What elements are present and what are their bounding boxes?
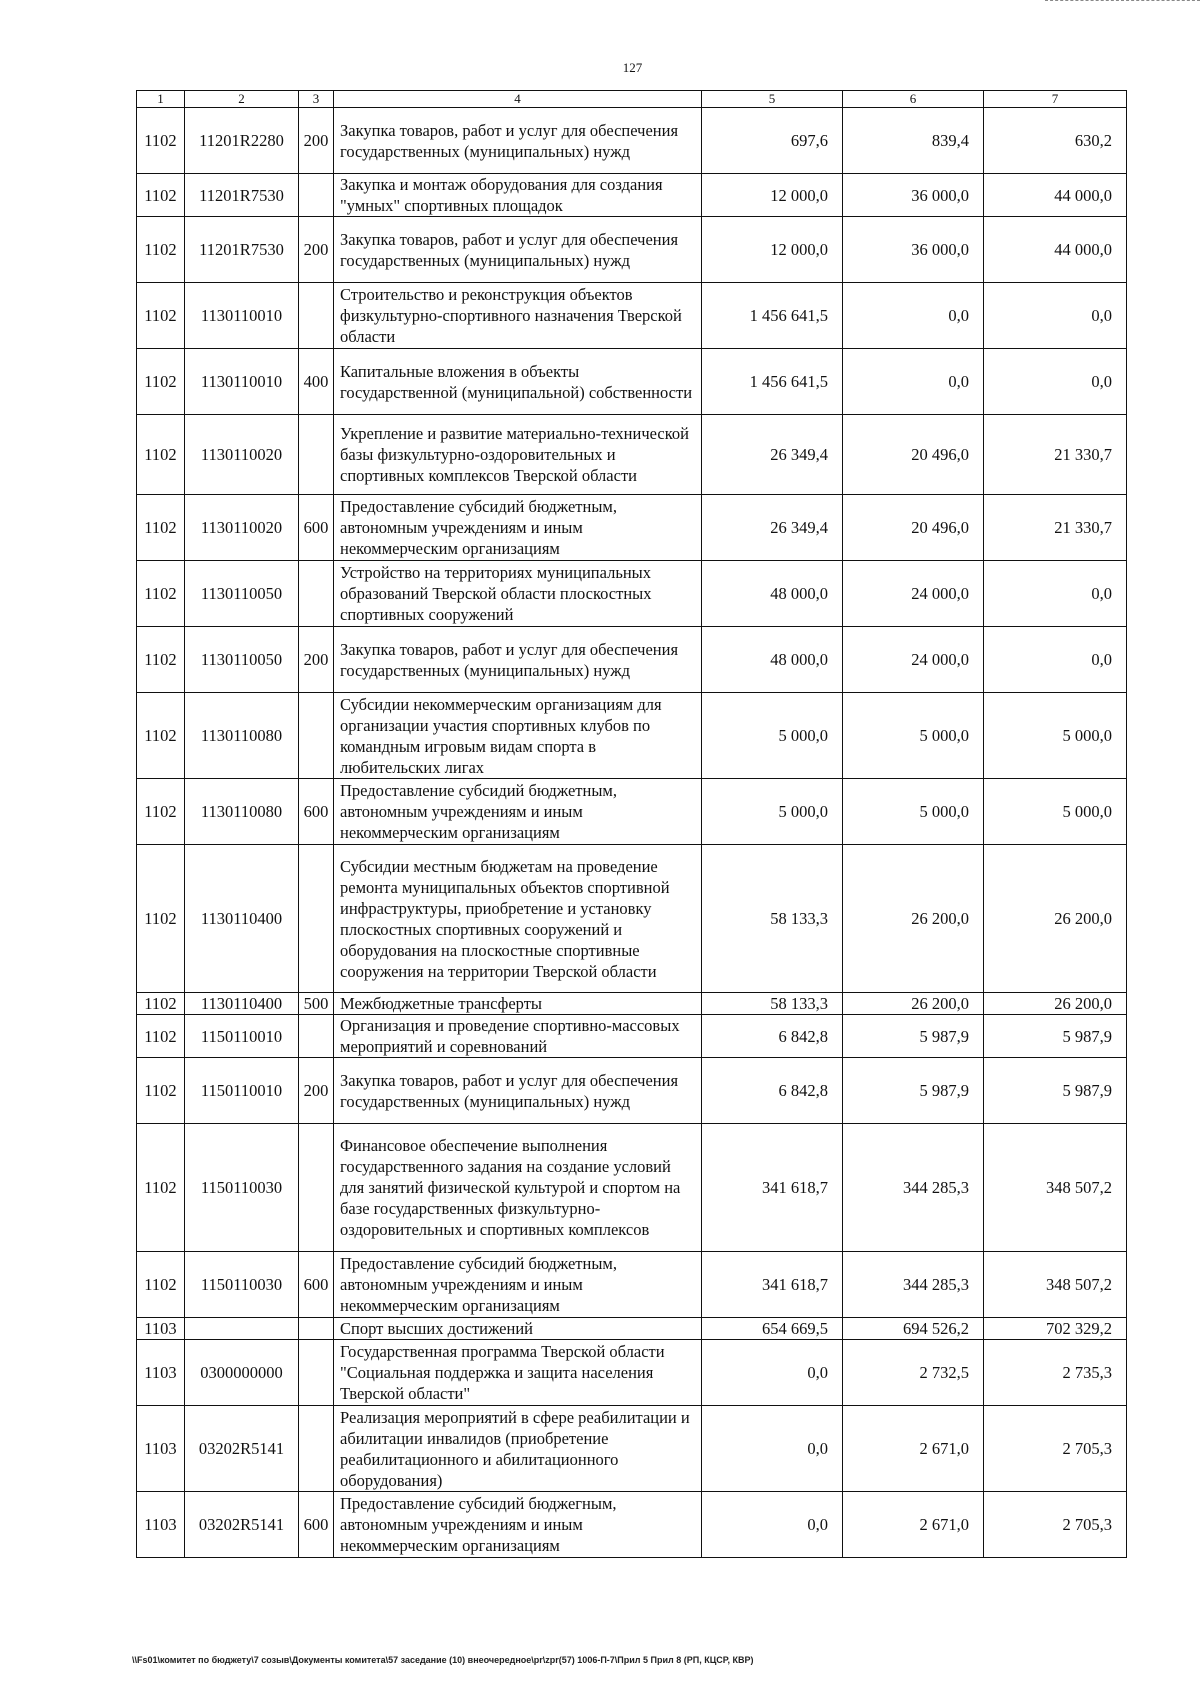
item-name-cell: Закупка и монтаж оборудования для создания "умных" спортивных площадок	[334, 174, 702, 217]
column-number: 3	[299, 91, 334, 108]
item-name-cell: Устройство на территориях муниципальных образований Тверской области плоскостных спортивных сооружений	[334, 561, 702, 627]
amount-col6-cell: 5 000,0	[843, 779, 984, 845]
amount-col5-cell: 26 349,4	[702, 415, 843, 495]
page-number: 127	[622, 60, 643, 75]
expense-type-cell	[299, 1406, 334, 1492]
table-row	[137, 349, 1127, 415]
target-article-cell: 1130110010	[185, 283, 299, 349]
table-row	[137, 283, 1127, 349]
table-row	[137, 1058, 1127, 1124]
amount-col7-cell: 26 200,0	[984, 845, 1127, 993]
target-article-cell: 11201R2280	[185, 108, 299, 174]
target-article-cell: 03202R5141	[185, 1492, 299, 1558]
item-name-cell: Капитальные вложения в объекты государственной (муниципальной) собственности	[334, 349, 702, 415]
item-name-cell: Субсидии некоммерческим организациям для организации участия спортивных клубов по командным игровым видам спорта в любительских лигах	[334, 693, 702, 779]
item-name-cell: Закупка товаров, работ и услуг для обеспечения государственных (муниципальных) нужд	[334, 1058, 702, 1124]
item-name-cell: Предоставление субсидий бюджегным, автономным учреждениям и иным некоммерческим организациям	[334, 1492, 702, 1558]
item-name-cell: Закупка товаров, работ и услуг для обеспечения государственных (муниципальных) нужд	[334, 627, 702, 693]
amount-col5-cell: 341 618,7	[702, 1252, 843, 1318]
expense-type-cell	[299, 1340, 334, 1406]
table-row	[137, 1492, 1127, 1558]
amount-col6-cell: 0,0	[843, 349, 984, 415]
target-article-cell	[185, 1318, 299, 1340]
target-article-cell: 03202R5141	[185, 1406, 299, 1492]
expense-type-cell: 600	[299, 1492, 334, 1558]
amount-col5-cell: 58 133,3	[702, 993, 843, 1015]
column-number: 4	[334, 91, 702, 108]
amount-col7-cell: 2 705,3	[984, 1406, 1127, 1492]
amount-col5-cell: 6 842,8	[702, 1015, 843, 1058]
amount-col5-cell: 5 000,0	[702, 779, 843, 845]
table-row	[137, 1340, 1127, 1406]
amount-col7-cell: 348 507,2	[984, 1124, 1127, 1252]
amount-col5-cell: 1 456 641,5	[702, 349, 843, 415]
section-code-cell: 1102	[137, 693, 185, 779]
amount-col6-cell: 5 987,9	[843, 1058, 984, 1124]
target-article-cell: 1150110010	[185, 1015, 299, 1058]
item-name-cell: Субсидии местным бюджетам на проведение ремонта муниципальных объектов спортивной инфраструктуры, приобретение и установку плоскостных спортивных сооружений и оборудования на плоскостные спортивные сооружения на территории Тверской области	[334, 845, 702, 993]
target-article-cell: 1130110010	[185, 349, 299, 415]
table-row	[137, 1318, 1127, 1340]
expense-type-cell: 600	[299, 1252, 334, 1318]
target-article-cell: 11201R7530	[185, 217, 299, 283]
section-code-cell: 1102	[137, 217, 185, 283]
expense-type-cell	[299, 283, 334, 349]
section-code-cell: 1102	[137, 1058, 185, 1124]
expense-type-cell	[299, 693, 334, 779]
item-name-cell: Предоставление субсидий бюджетным, автономным учреждениям и иным некоммерческим организациям	[334, 495, 702, 561]
target-article-cell: 1130110080	[185, 693, 299, 779]
item-name-cell: Организация и проведение спортивно-массовых мероприятий и соревнований	[334, 1015, 702, 1058]
item-name-cell: Финансовое обеспечение выполнения государственного задания на создание условий для занятий физической культурой и спортом на базе государственных физкультурно-оздоровительных и спортивных комплексов	[334, 1124, 702, 1252]
amount-col5-cell: 0,0	[702, 1406, 843, 1492]
table-row	[137, 845, 1127, 993]
item-name-cell: Реализация мероприятий в сфере реабилитации и абилитации инвалидов (приобретение реабилитационного и абилитационного оборудования)	[334, 1406, 702, 1492]
amount-col6-cell: 694 526,2	[843, 1318, 984, 1340]
amount-col6-cell: 344 285,3	[843, 1252, 984, 1318]
section-code-cell: 1103	[137, 1406, 185, 1492]
amount-col6-cell: 36 000,0	[843, 174, 984, 217]
amount-col5-cell: 0,0	[702, 1340, 843, 1406]
item-name-cell: Укрепление и развитие материально-технической базы физкультурно-оздоровительных и спортивных комплексов Тверской области	[334, 415, 702, 495]
expense-type-cell	[299, 174, 334, 217]
table-row	[137, 693, 1127, 779]
column-number: 7	[984, 91, 1127, 108]
expense-type-cell	[299, 1124, 334, 1252]
target-article-cell: 11201R7530	[185, 174, 299, 217]
item-name-cell: Строительство и реконструкция объектов физкультурно-спортивного назначения Тверской области	[334, 283, 702, 349]
amount-col5-cell: 654 669,5	[702, 1318, 843, 1340]
amount-col6-cell: 20 496,0	[843, 415, 984, 495]
amount-col6-cell: 2 671,0	[843, 1406, 984, 1492]
section-code-cell: 1103	[137, 1340, 185, 1406]
target-article-cell: 1130110020	[185, 415, 299, 495]
table-row	[137, 415, 1127, 495]
table-row	[137, 1406, 1127, 1492]
amount-col6-cell: 5 987,9	[843, 1015, 984, 1058]
amount-col7-cell: 5 987,9	[984, 1058, 1127, 1124]
amount-col6-cell: 839,4	[843, 108, 984, 174]
amount-col7-cell: 44 000,0	[984, 217, 1127, 283]
section-code-cell: 1102	[137, 349, 185, 415]
target-article-cell: 1130110400	[185, 993, 299, 1015]
amount-col6-cell: 2 671,0	[843, 1492, 984, 1558]
expense-type-cell: 600	[299, 495, 334, 561]
table-row	[137, 1124, 1127, 1252]
footer-file-path: \\Fs01\комитет по бюджету\7 созыв\Документы комитета\57 заседание (10) внеочередное\pr\zpr(57) 1006-П-7\Прил 5 Прил 8 (РП, КЦСР, КВР)	[132, 1655, 754, 1665]
target-article-cell: 1130110080	[185, 779, 299, 845]
target-article-cell: 0300000000	[185, 1340, 299, 1406]
target-article-cell: 1130110020	[185, 495, 299, 561]
amount-col6-cell: 5 000,0	[843, 693, 984, 779]
expense-type-cell: 200	[299, 217, 334, 283]
section-code-cell: 1102	[137, 283, 185, 349]
amount-col5-cell: 0,0	[702, 1492, 843, 1558]
amount-col6-cell: 26 200,0	[843, 845, 984, 993]
amount-col7-cell: 2 705,3	[984, 1492, 1127, 1558]
table-row	[137, 561, 1127, 627]
expense-type-cell: 200	[299, 108, 334, 174]
amount-col7-cell: 5 987,9	[984, 1015, 1127, 1058]
amount-col5-cell: 341 618,7	[702, 1124, 843, 1252]
section-code-cell: 1102	[137, 561, 185, 627]
amount-col7-cell: 630,2	[984, 108, 1127, 174]
expense-type-cell	[299, 415, 334, 495]
section-code-cell: 1102	[137, 415, 185, 495]
amount-col7-cell: 44 000,0	[984, 174, 1127, 217]
column-number: 2	[185, 91, 299, 108]
amount-col6-cell: 2 732,5	[843, 1340, 984, 1406]
expense-type-cell: 600	[299, 779, 334, 845]
amount-col6-cell: 20 496,0	[843, 495, 984, 561]
section-code-cell: 1102	[137, 174, 185, 217]
table-row	[137, 174, 1127, 217]
amount-col6-cell: 24 000,0	[843, 561, 984, 627]
amount-col7-cell: 21 330,7	[984, 495, 1127, 561]
section-code-cell: 1102	[137, 845, 185, 993]
amount-col5-cell: 12 000,0	[702, 174, 843, 217]
amount-col7-cell: 0,0	[984, 349, 1127, 415]
section-code-cell: 1102	[137, 1015, 185, 1058]
target-article-cell: 1130110050	[185, 561, 299, 627]
item-name-cell: Государственная программа Тверской области "Социальная поддержка и защита населения Тверской области"	[334, 1340, 702, 1406]
budget-table	[136, 90, 1127, 1558]
table-row	[137, 108, 1127, 174]
column-number-header	[137, 91, 1127, 108]
expense-type-cell	[299, 1318, 334, 1340]
section-code-cell: 1102	[137, 1252, 185, 1318]
amount-col7-cell: 702 329,2	[984, 1318, 1127, 1340]
section-code-cell: 1103	[137, 1492, 185, 1558]
item-name-cell: Предоставление субсидий бюджетным, автономным учреждениям и иным некоммерческим организациям	[334, 1252, 702, 1318]
section-code-cell: 1103	[137, 1318, 185, 1340]
section-code-cell: 1102	[137, 108, 185, 174]
amount-col5-cell: 6 842,8	[702, 1058, 843, 1124]
table-row	[137, 779, 1127, 845]
amount-col6-cell: 26 200,0	[843, 993, 984, 1015]
amount-col7-cell: 21 330,7	[984, 415, 1127, 495]
item-name-cell: Закупка товаров, работ и услуг для обеспечения государственных (муниципальных) нужд	[334, 108, 702, 174]
amount-col7-cell: 26 200,0	[984, 993, 1127, 1015]
amount-col7-cell: 348 507,2	[984, 1252, 1127, 1318]
amount-col6-cell: 24 000,0	[843, 627, 984, 693]
table-row	[137, 217, 1127, 283]
table-row	[137, 627, 1127, 693]
item-name-cell: Закупка товаров, работ и услуг для обеспечения государственных (муниципальных) нужд	[334, 217, 702, 283]
amount-col5-cell: 48 000,0	[702, 627, 843, 693]
amount-col7-cell: 0,0	[984, 561, 1127, 627]
amount-col5-cell: 58 133,3	[702, 845, 843, 993]
amount-col5-cell: 1 456 641,5	[702, 283, 843, 349]
amount-col6-cell: 36 000,0	[843, 217, 984, 283]
target-article-cell: 1130110400	[185, 845, 299, 993]
expense-type-cell	[299, 561, 334, 627]
expense-type-cell: 200	[299, 627, 334, 693]
expense-type-cell	[299, 845, 334, 993]
amount-col5-cell: 48 000,0	[702, 561, 843, 627]
expense-type-cell: 500	[299, 993, 334, 1015]
item-name-cell: Спорт высших достижений	[334, 1318, 702, 1340]
target-article-cell: 1150110010	[185, 1058, 299, 1124]
amount-col7-cell: 2 735,3	[984, 1340, 1127, 1406]
section-code-cell: 1102	[137, 495, 185, 561]
column-number: 5	[702, 91, 843, 108]
amount-col7-cell: 0,0	[984, 283, 1127, 349]
table-row	[137, 1015, 1127, 1058]
amount-col5-cell: 697,6	[702, 108, 843, 174]
amount-col6-cell: 0,0	[843, 283, 984, 349]
amount-col5-cell: 12 000,0	[702, 217, 843, 283]
section-code-cell: 1102	[137, 1124, 185, 1252]
scan-edge-mark	[1045, 0, 1200, 3]
target-article-cell: 1130110050	[185, 627, 299, 693]
table-row	[137, 495, 1127, 561]
expense-type-cell: 200	[299, 1058, 334, 1124]
item-name-cell: Межбюджетные трансферты	[334, 993, 702, 1015]
section-code-cell: 1102	[137, 627, 185, 693]
amount-col5-cell: 5 000,0	[702, 693, 843, 779]
column-number: 1	[137, 91, 185, 108]
amount-col7-cell: 5 000,0	[984, 693, 1127, 779]
item-name-cell: Предоставление субсидий бюджетным, автономным учреждениям и иным некоммерческим организациям	[334, 779, 702, 845]
amount-col7-cell: 0,0	[984, 627, 1127, 693]
section-code-cell: 1102	[137, 779, 185, 845]
section-code-cell: 1102	[137, 993, 185, 1015]
column-number: 6	[843, 91, 984, 108]
table-row	[137, 993, 1127, 1015]
target-article-cell: 1150110030	[185, 1124, 299, 1252]
expense-type-cell: 400	[299, 349, 334, 415]
target-article-cell: 1150110030	[185, 1252, 299, 1318]
amount-col5-cell: 26 349,4	[702, 495, 843, 561]
amount-col6-cell: 344 285,3	[843, 1124, 984, 1252]
amount-col7-cell: 5 000,0	[984, 779, 1127, 845]
table-row	[137, 1252, 1127, 1318]
expense-type-cell	[299, 1015, 334, 1058]
